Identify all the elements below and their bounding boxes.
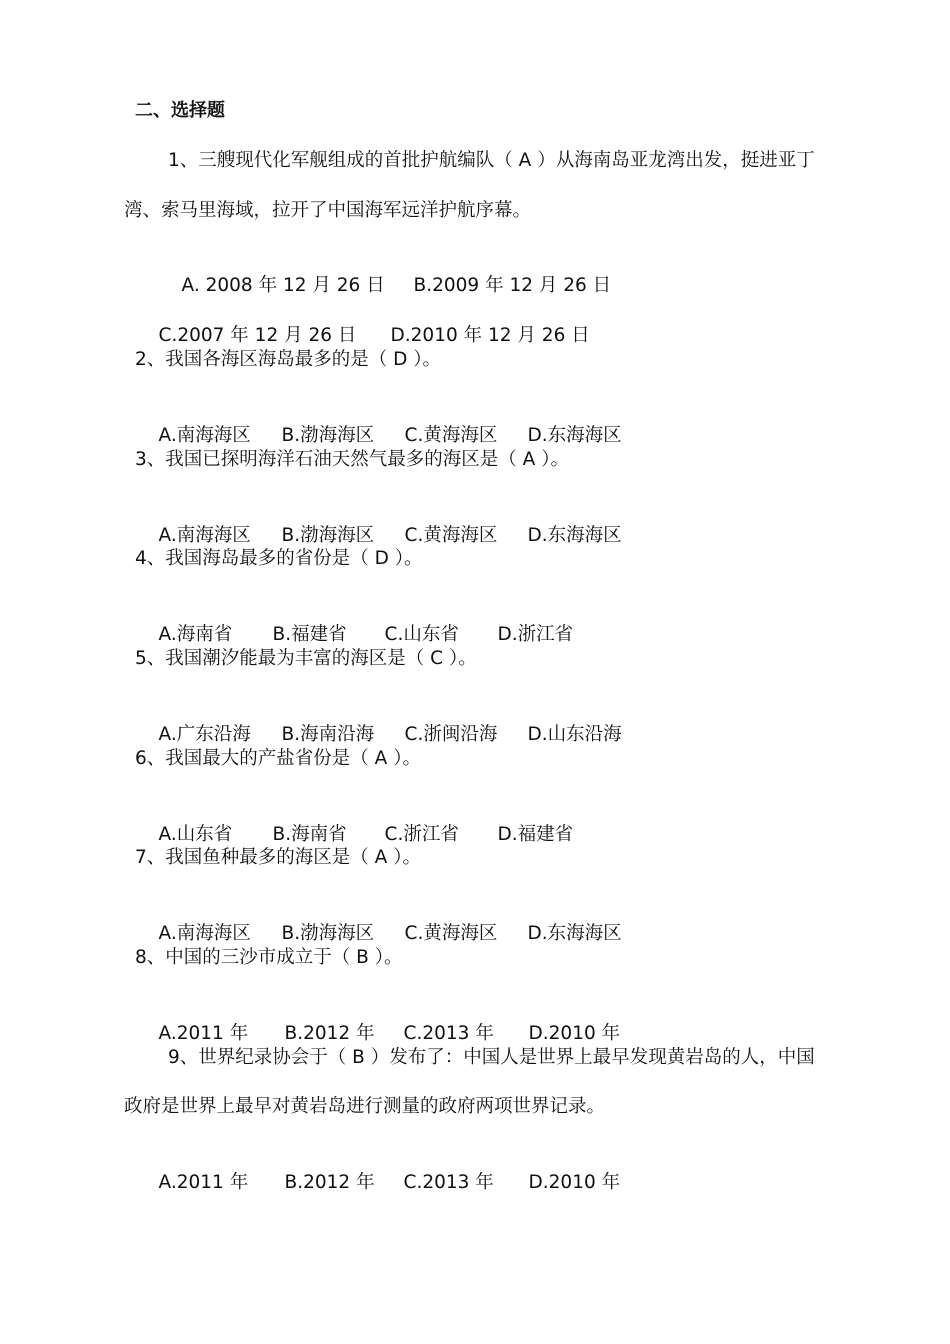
section-title: 二、选择题	[135, 100, 225, 121]
option-d: D.2010 年 12 月 26 日	[390, 325, 590, 346]
option-d: D.东海海区	[527, 923, 622, 944]
option-d: D.东海海区	[527, 525, 622, 546]
question-5: 5、我国潮汐能最为丰富的海区是（ C ）。	[135, 648, 477, 669]
option-b: B.2012 年	[284, 1023, 375, 1044]
question-9-line-2: 政府是世界上最早对黄岩岛进行测量的政府两项世界记录。	[124, 1096, 606, 1117]
option-c: C.山东省	[384, 624, 459, 645]
option-a: A.南海海区	[158, 923, 251, 944]
question-2: 2、我国各海区海岛最多的是（ D ）。	[135, 349, 442, 370]
question-1-line-1: 1、三艘现代化军舰组成的首批护航编队（ A ）从海南岛亚龙湾出发，挺进亚丁	[168, 150, 815, 171]
option-b: B.福建省	[272, 624, 347, 645]
option-b: B.2009 年 12 月 26 日	[413, 275, 612, 296]
option-b: B.渤海海区	[281, 525, 375, 546]
option-a: A.海南省	[158, 624, 233, 645]
option-b: B.渤海海区	[281, 425, 375, 446]
option-c: C.浙江省	[384, 824, 459, 845]
option-d: D.东海海区	[527, 425, 622, 446]
option-c: C.黄海海区	[404, 425, 498, 446]
option-d: D.山东沿海	[527, 724, 622, 745]
option-b: B.海南沿海	[281, 724, 375, 745]
question-8: 8、中国的三沙市成立于（ B ）。	[135, 947, 403, 968]
option-b: B.渤海海区	[281, 923, 375, 944]
option-d: D.2010 年	[528, 1023, 621, 1044]
option-d: D.2010 年	[528, 1172, 621, 1193]
option-c: C.黄海海区	[404, 923, 498, 944]
question-9-options	[135, 1144, 620, 1222]
option-b: B.海南省	[272, 824, 347, 845]
question-9-line-1: 9、世界纪录协会于（ B ）发布了：中国人是世界上最早发现黄岩岛的人，中国	[168, 1047, 815, 1068]
question-4: 4、我国海岛最多的省份是（ D ）。	[135, 548, 423, 569]
question-1-line-2: 湾、索马里海域，拉开了中国海军远洋护航序幕。	[124, 200, 532, 221]
option-a: A. 2008 年 12 月 26 日	[181, 275, 385, 296]
option-a: A.2011 年	[158, 1172, 249, 1193]
option-a: A.2011 年	[158, 1023, 249, 1044]
option-d: D.浙江省	[497, 624, 574, 645]
option-b: B.2012 年	[284, 1172, 375, 1193]
question-6: 6、我国最大的产盐省份是（ A ）。	[135, 748, 421, 769]
option-a: A.南海海区	[158, 425, 251, 446]
option-a: A.广东沿海	[158, 724, 251, 745]
option-a: A.山东省	[158, 824, 233, 845]
option-c: C.2013 年	[403, 1172, 494, 1193]
option-c: C.黄海海区	[404, 525, 498, 546]
question-3: 3、我国已探明海洋石油天然气最多的海区是（ A ）。	[135, 449, 569, 470]
option-d: D.福建省	[497, 824, 574, 845]
option-a: A.南海海区	[158, 525, 251, 546]
option-c: C.2013 年	[403, 1023, 494, 1044]
question-7: 7、我国鱼种最多的海区是（ A ）。	[135, 847, 421, 868]
option-c: C.2007 年 12 月 26 日	[158, 325, 357, 346]
option-c: C.浙闽沿海	[404, 724, 498, 745]
